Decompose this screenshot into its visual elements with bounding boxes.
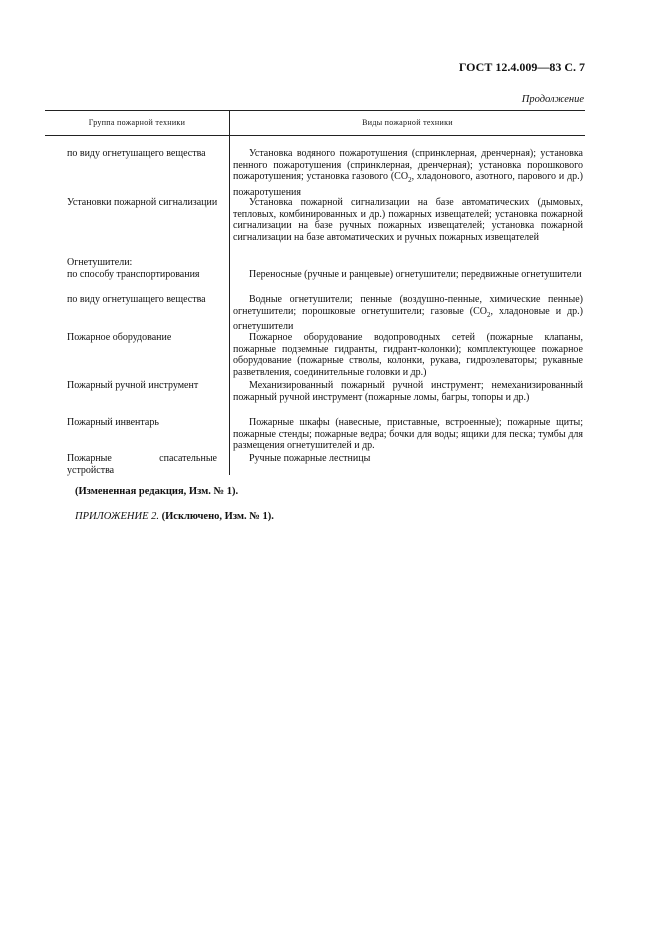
appendix-label: ПРИЛОЖЕНИЕ 2. [75, 511, 159, 522]
table-row-group: Пожарные спасательные устройства [67, 453, 217, 476]
table-row-types: Ручные пожарные лестницы [249, 453, 371, 464]
fire-equipment-table [45, 110, 585, 475]
appendix-note [75, 511, 274, 522]
column-header-types: Виды пожарной техники [362, 118, 453, 127]
table-row-group: Пожарное оборудование [67, 332, 172, 343]
appendix-text: (Исключено, Изм. № 1). [161, 511, 274, 522]
column-header-group: Группа пожарной техники [88, 118, 186, 127]
table-row-group: по способу транспортирования [67, 269, 200, 280]
table-row-group: Пожарный инвентарь [67, 417, 159, 428]
continuation-label: Продолжение [521, 94, 584, 105]
table-row-types: Установка пожарной сигнализации на базе автоматических (дымовых, тепловых, комбинированных и др.) пожарных извещателей; установка пожарной сигнализации на базе ручных пожарных извещателей; установка пожарной сигнализации на базе автоматических и ручных пожарных извещателей [233, 197, 583, 243]
page-title: ГОСТ 12.4.009—83 С. 7 [458, 60, 585, 74]
table-row-group: по виду огнетушащего вещества [67, 148, 206, 159]
table-row-types: Водные огнетушители; пенные (воздушно-пенные, химические пенные) огнетушители; порошковые огнетушители; газовые ($CO_2$, хладоновые и др.) огнетушители [233, 294, 583, 333]
table-row-types: Механизированный пожарный ручной инструмент; немеханизированный пожарный ручной инструмент (пожарные ломы, багры, топоры и др.) [233, 380, 583, 403]
table-row-group: по виду огнетушащего вещества [67, 294, 206, 305]
table-top-rule [45, 110, 585, 111]
table-row-types: Установка водяного пожаротушения (спринклерная, дренчерная); установка пенного пожаротушения (спринклерная, дренчерная); установка порошкового пожаротушения; установка газового ($CO_2$, хладонового, азотного, парового и др.) пожаротушения [233, 148, 583, 198]
table-row-types: Пожарное оборудование водопроводных сетей (пожарные клапаны, пожарные подземные гидранты, гидрант-колонки); комплектующее пожарное оборудование (пожарные стволы, колонки, рукава, гидроэлеваторы; рукавные разветвления, соединительные головки и др.) [233, 332, 583, 378]
amendment-note: (Измененная редакция, Изм. № 1). [75, 486, 239, 497]
table-row-types: Пожарные шкафы (навесные, приставные, встроенные); пожарные щиты; пожарные стенды; пожарные ведра; бочки для воды; ящики для песка; тумбы для размещения огнетушителей и др. [233, 417, 583, 452]
table-row-group: Установки пожарной сигнализации [67, 197, 218, 208]
column-divider [229, 110, 230, 475]
table-row-group: Пожарный ручной инструмент [67, 380, 199, 391]
table-row-group: Огнетушители: [67, 257, 133, 268]
table-header-rule [45, 135, 585, 136]
table-row-types: Переносные (ручные и ранцевые) огнетушители; передвижные огнетушители [249, 269, 582, 280]
